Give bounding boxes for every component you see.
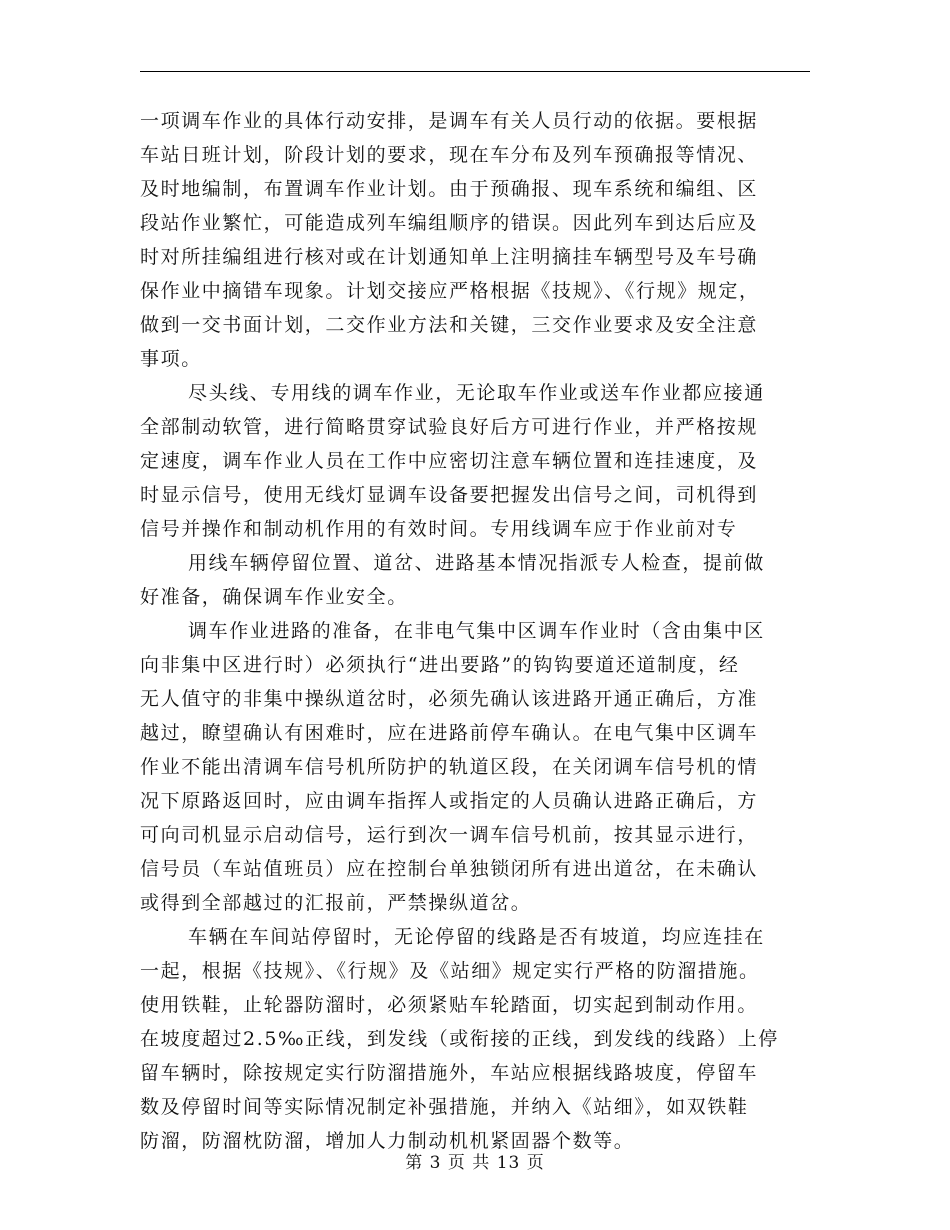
text-line: 无人值守的非集中操纵道岔时，必须先确认该进路开通正确后，方准 (140, 688, 759, 710)
text-line: 越过，瞭望确认有困难时，应在进路前停车确认。在电气集中区调车 (140, 722, 759, 744)
header-rule (140, 71, 810, 72)
text-line: 信号员（车站值班员）应在控制台单独锁闭所有进出道岔，在未确认 (140, 858, 759, 880)
text-line: 作业不能出清调车信号机所防护的轨道区段，在关闭调车信号机的情 (140, 756, 759, 778)
text-line: 一项调车作业的具体行动安排，是调车有关人员行动的依据。要根据 (140, 110, 759, 132)
text-line: 使用铁鞋，止轮器防溜时，必须紧贴车轮踏面，切实起到制动作用。 (140, 994, 759, 1016)
text-line: 留车辆时，除按规定实行防溜措施外，车站应根据线路坡度，停留车 (140, 1062, 759, 1084)
text-line: 在坡度超过2.5‰正线，到发线（或衔接的正线，到发线的线路）上停 (140, 1028, 779, 1050)
text-line: 全部制动软管，进行简略贯穿试验良好后方可进行作业，并严格按规 (140, 416, 759, 438)
text-line: 好准备，确保调车作业安全。 (140, 586, 408, 608)
text-line: 信号并操作和制动机作用的有效时间。专用线调车应于作业前对专 (140, 518, 738, 540)
text-line: 定速度，调车作业人员在工作中应密切注意车辆位置和连挂速度，及 (140, 450, 759, 472)
text-line: 向非集中区进行时）必须执行“进出要路”的钩钩要道还道制度，经 (140, 654, 740, 676)
text-line: 一起，根据《技规》、《行规》及《站细》规定实行严格的防溜措施。 (140, 960, 760, 982)
text-line: 可向司机显示启动信号，运行到次一调车信号机前，按其显示进行， (140, 824, 759, 846)
text-line: 数及停留时间等实际情况制定补强措施，并纳入《站细》，如双铁鞋 (140, 1096, 749, 1118)
text-line: 及时地编制，布置调车作业计划。由于预确报、现车系统和编组、区 (140, 178, 759, 200)
text-line: 做到一交书面计划，二交作业方法和关键，三交作业要求及安全注意 (140, 314, 759, 336)
text-line: 防溜，防溜枕防溜，增加人力制动机机紧固器个数等。 (140, 1130, 635, 1152)
text-line: 车辆在车间站停留时，无论停留的线路是否有坡道，均应连挂在 (188, 926, 765, 948)
text-line: 车站日班计划，阶段计划的要求，现在车分布及列车预确报等情况、 (140, 144, 759, 166)
page-footer: 第 3 页 共 13 页 (405, 1153, 545, 1173)
text-line: 尽头线、专用线的调车作业，无论取车作业或送车作业都应接通 (188, 382, 765, 404)
text-line: 调车作业进路的准备，在非电气集中区调车作业时（含由集中区 (188, 620, 765, 642)
document-body (140, 104, 800, 1158)
text-line: 事项。 (140, 348, 202, 370)
text-line: 保作业中摘错车现象。计划交接应严格根据《技规》、《行规》规定， (140, 280, 760, 302)
text-line: 况下原路返回时，应由调车指挥人或指定的人员确认进路正确后，方 (140, 790, 759, 812)
text-line: 时显示信号，使用无线灯显调车设备要把握发出信号之间，司机得到 (140, 484, 759, 506)
text-line: 时对所挂编组进行核对或在计划通知单上注明摘挂车辆型号及车号确 (140, 246, 759, 268)
body-text (140, 104, 800, 1158)
text-line: 或得到全部越过的汇报前，严禁操纵道岔。 (140, 892, 532, 914)
text-line: 段站作业繁忙，可能造成列车编组顺序的错误。因此列车到达后应及 (140, 212, 759, 234)
text-line: 用线车辆停留位置、道岔、进路基本情况指派专人检查，提前做 (188, 552, 765, 574)
